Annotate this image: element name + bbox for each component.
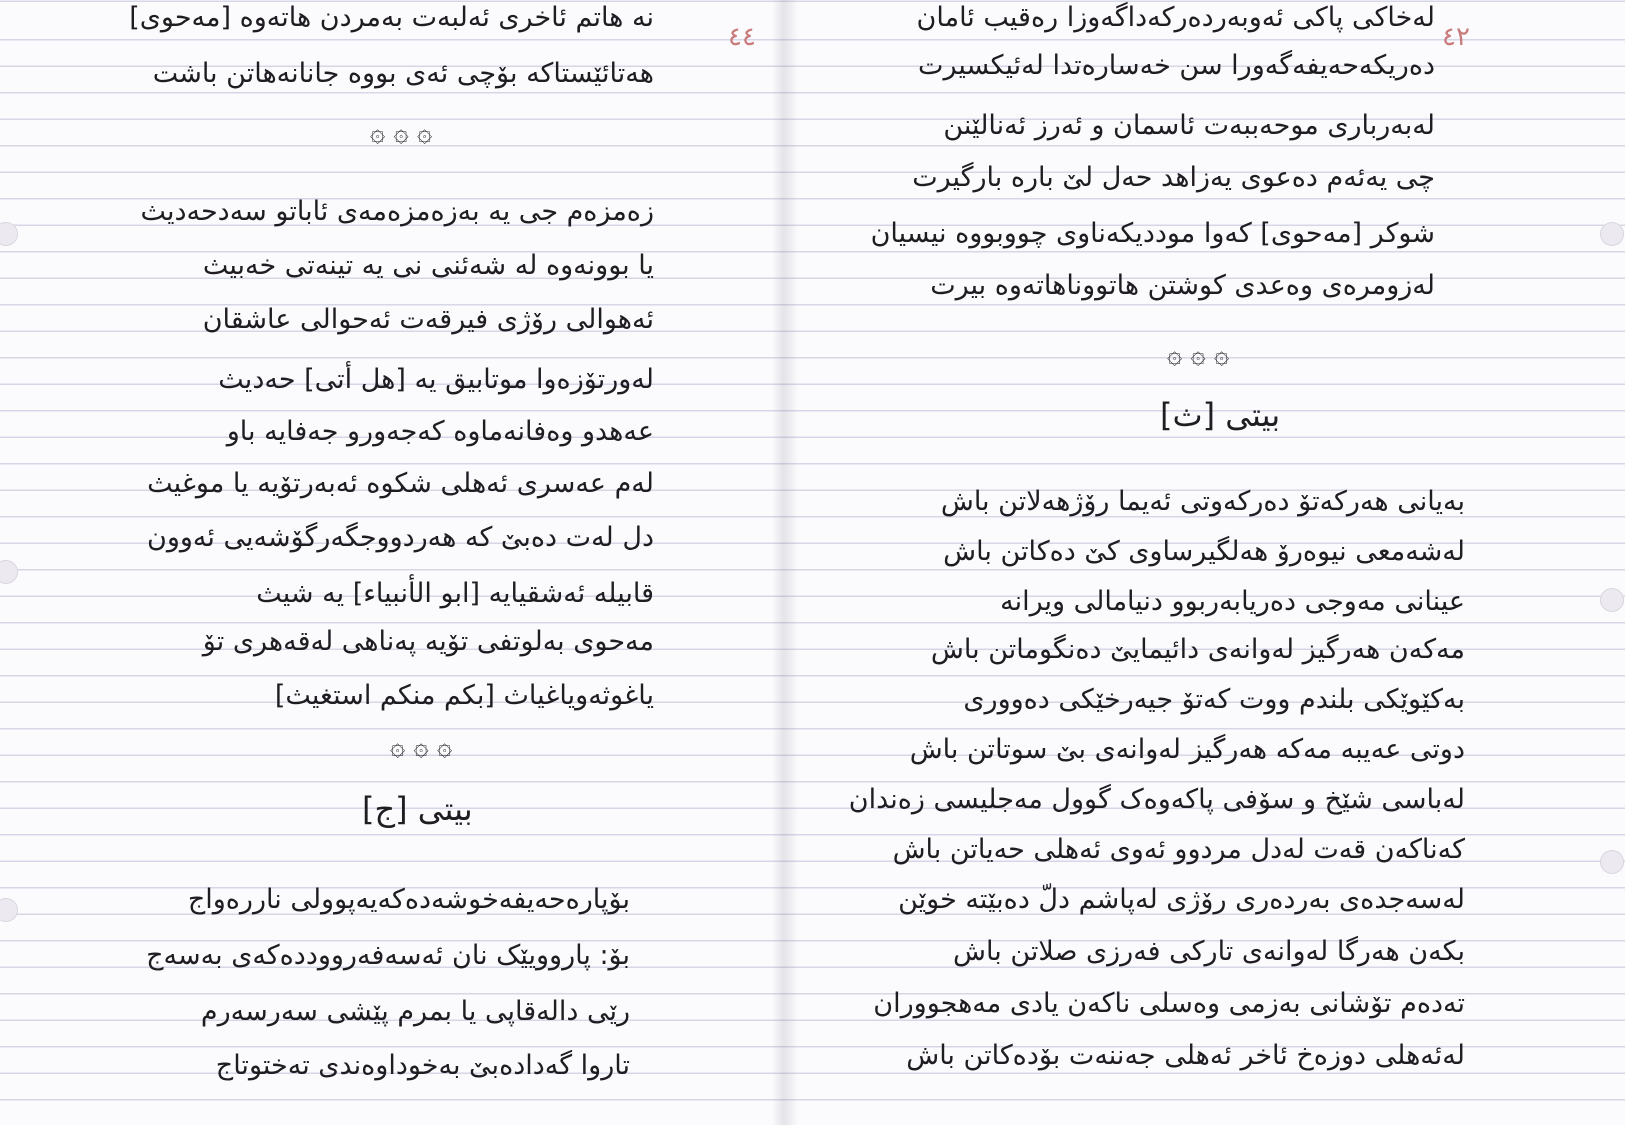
verse-line: بەکێوێکی بلندم ووت کەتۆ جیەرخێکی دەووری xyxy=(963,684,1465,715)
verse-line: عەهدو وەفانەماوە کەجەورو جەفایە باو xyxy=(226,416,654,447)
verse-line: دوتی عەیبە مەکە هەرگیز لەوانەی بێ سوتاتن باش xyxy=(909,734,1465,765)
page-number: ٤٤ xyxy=(728,22,756,52)
binder-hole xyxy=(0,898,18,922)
verse-line: دەریکەحەیفەگەورا سن خەسارەتدا لەئیکسیرت xyxy=(918,50,1435,81)
verse-line: لەبەرباری موحەببەت ئاسمان و ئەرز ئەنالێنن xyxy=(943,110,1435,141)
verse-line: بەیانی هەرکەتۆ دەرکەوتی ئەیما رۆژهەلاتن باش xyxy=(940,486,1465,517)
section-heading: بیتی [ج] xyxy=(362,790,473,828)
verse-line: بکەن هەرگا لەوانەی تارکی فەرزی صلاتن باش xyxy=(953,936,1465,967)
verse-line: لەشەمعی نیوەرۆ هەلگیرساوی کێ دەکاتن باش xyxy=(943,536,1465,567)
verse-line: مەکەن هەرگیز لەوانەی دائیمایێ دەنگوماتن باش xyxy=(930,634,1465,665)
binder-hole xyxy=(0,222,18,246)
left-page xyxy=(0,0,782,1125)
verse-line: رێی دالەقاپی یا بمرم پێشی سەرسەرم xyxy=(200,996,630,1027)
binder-hole xyxy=(1600,850,1624,874)
binder-hole xyxy=(1600,222,1624,246)
verse-line: کەناکەن قەت لەدل مردوو ئەوی ئەهلی حەیاتن باش xyxy=(892,834,1465,865)
verse-line: یا بوونەوە لە شەئنی نی یە تینەتی خەبیث xyxy=(202,250,654,281)
verse-line: لەخاکی پاکی ئەوبەردەرکەداگەوزا رەقیب ئامان xyxy=(916,2,1435,33)
separator-ornament: ۞ ۞ ۞ xyxy=(370,118,433,148)
verse-line: شوکر [مەحوی] کەوا موددیکەناوی چووبووە نیسیان xyxy=(870,218,1435,249)
verse-line: زەمزەم جی یە بەزەمزەمەی ئاباتو سەدحەدیث xyxy=(140,196,654,227)
verse-line: چی یەئەم دەعوی یەزاهد حەل لێ بارە بارگیرت xyxy=(912,162,1435,193)
verse-line: عینانی مەوجی دەریابەربوو دنیامالی ویرانە xyxy=(1000,586,1465,617)
separator-ornament: ۞ ۞ ۞ xyxy=(1167,340,1230,370)
separator-ornament: ۞ ۞ ۞ xyxy=(390,732,453,762)
verse-line: بۆ: پاروویێک نان ئەسەفەرووددەکەی بەسەج xyxy=(146,940,630,971)
verse-line: نه هاتم ئاخری ئەلبەت بەمردن هاتەوە [مەحوی] xyxy=(129,2,654,33)
verse-line: قابیلە ئەشقیایە [ابو الأنبیاء] یە شیث xyxy=(256,578,654,609)
verse-line: دل لەت دەبێ کە هەردووجگەرگۆشەیی ئەوون xyxy=(147,522,654,553)
verse-line: یاغوثەویاغیاث [بکم منکم استغیث] xyxy=(274,680,654,711)
verse-line: بۆپارەحەیفەخوشەدەکەیەپوولی ناررەواج xyxy=(187,884,630,915)
verse-line: مەحوی بەلوتفی تۆیە پەناهی لەقەهری تۆ xyxy=(202,626,654,657)
verse-line: لەئەهلی دوزەخ ئاخر ئەهلی جەننەت بۆدەکاتن باش xyxy=(906,1040,1465,1071)
binder-hole xyxy=(0,560,18,584)
page-number: ٤٢ xyxy=(1442,22,1470,52)
verse-line: ئەهوالی رۆژی فیرقەت ئەحوالی عاشقان xyxy=(202,304,654,335)
verse-line: هەتائێستاکە بۆچی ئەی بووە جانانەهاتن باشت xyxy=(152,58,654,89)
verse-line: تەدەم تۆشانی بەزمی وەسلی ناکەن یادی مەهجووران xyxy=(873,988,1465,1019)
verse-line: لەزومرەی وەعدی کوشتن هاتووناهاتەوە بیرت xyxy=(930,270,1435,301)
verse-line: تاروا گەدادەبێ بەخوداوەندی تەختوتاج xyxy=(215,1050,630,1081)
verse-line: لەم عەسری ئەهلی شکوە ئەبەرتۆیە یا موغیث xyxy=(147,468,654,499)
section-heading: بیتی [ث] xyxy=(1160,396,1281,434)
verse-line: لەورتۆزەوا موتابیق یە [هل أتی] حەدیث xyxy=(218,364,654,395)
binder-hole xyxy=(1600,588,1624,612)
verse-line: لەسەجدەی بەردەری رۆژی لەپاشم دلّ دەبێتە خوێن xyxy=(898,884,1465,915)
right-page xyxy=(782,0,1625,1125)
verse-line: لەباسی شێخ و سۆفی پاکەوەک گوول مەجلیسی زەندان xyxy=(848,784,1465,815)
